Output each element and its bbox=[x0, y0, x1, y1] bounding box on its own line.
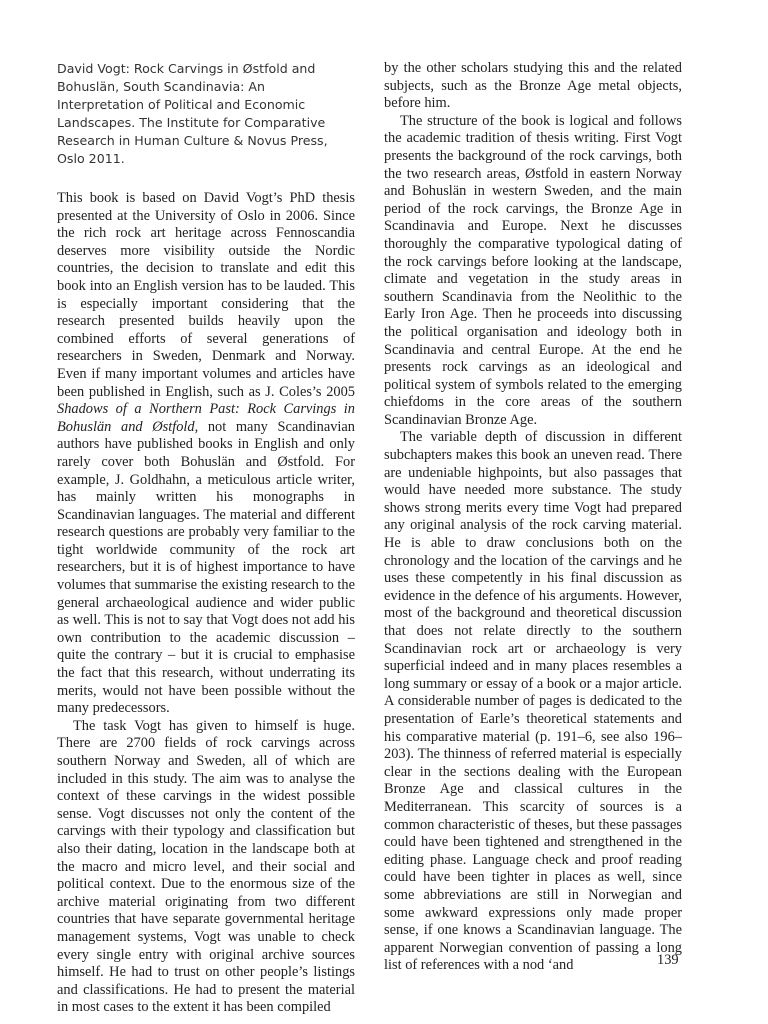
book-title: Shadows of a Northern Past: Rock Carvings in Bohuslän and Østfold bbox=[57, 401, 355, 435]
paragraph: The variable depth of discussion in different subchapters makes this book an uneven read. There are undeniable highpoints, but also passages that would have needed more substance. The study shows strong merits every time Vogt had prepared any original analysis of the rock carving material. He is able to draw conclusions both on the chronology and the location of the carvings and he uses these competently in his final discussion as evidence in the defence of his arguments. However, most of the background and theoretical discussion that does not relate directly to the southern Scandinavian rock art or archaeology is very superficial indeed and in many places resembles a long summary or essay of a book or a major article. A considerable number of pages is dedicated to the presentation of Earle’s theoretical statements and his comparative material (p. 191–6, see also 196–203). The thinness of referred material is especially clear in the sections dealing with the European Bronze Age and classical cultures in the Mediterranean. This scarcity of sources is a common characteristic of theses, but these passages could have been tightened and strengthened in the editing phase. Language check and proof reading could have been tighter in places as well, since some abbreviations are still in Norwegian and some awkward expressions only made proper sense, if one knows a Scandinavian language. The apparent Norwegian convention of passing a long list of references with a nod ‘and bbox=[384, 429, 682, 974]
paragraph-text: , not many Scandinavian authors have published books in English and only rarely cover both Bohuslän and Østfold. For example, J. Goldhahn, a meticulous article writer, has mainly written his monographs in Scandinavian languages. The material and different research questions are probably very familiar to the tight worldwide community of the rock art researchers, but it is of highest importance to have volumes that summarise the existing research to the general archaeological audience and wider public as well. This is not to say that Vogt does not add his own contribution to the academic discussion – quite the contrary – but it is crucial to emphasise the fact that this research, without underrating its merits, would not have been possible without the many predecessors. bbox=[57, 418, 355, 717]
left-body bbox=[57, 190, 355, 1017]
left-column bbox=[57, 60, 355, 1017]
paragraph-text: This book is based on David Vogt’s PhD thesis presented at the University of Oslo in 2006. Since the rich rock art heritage across Fennoscandia deserves more visibility outside the Nordic countries, the decision to translate and edit this book into an English version has to be lauded. This is especially important considering that the research presented builds heavily upon the combined efforts of several generations of researchers in Sweden, Denmark and Norway. Even if many important volumes and articles have been published in English, such as J. Coles’s 2005 bbox=[57, 190, 355, 400]
book-citation: David Vogt: Rock Carvings in Østfold and Bohuslän, South Scandinavia: An Interpretation of Political and Economic Landscapes. The Institute for Comparative Research in Human Culture & Novus Press, Oslo 2011. bbox=[57, 61, 328, 166]
paragraph: by the other scholars studying this and the related subjects, such as the Bronze Age metal objects, before him. bbox=[384, 60, 682, 112]
paragraph: The task Vogt has given to himself is huge. There are 2700 fields of rock carvings across southern Norway and Sweden, all of which are included in this study. The aim was to analyse the context of these carvings in the widest possible sense. Vogt discusses not only the content of the carvings with their typology and classification but also their dating, location in the landscape both at the macro and micro level, and their social and political context. Due to the enormous size of the archive material originating from two different countries that have separate governmental heritage management systems, Vogt was unable to check every single entry with original archive sources himself. He had to trust on other people’s listings and classifications. He had to present the material in most cases to the extent it has been compiled bbox=[57, 717, 355, 1016]
right-body bbox=[384, 60, 682, 975]
page-number: 139 bbox=[657, 952, 679, 968]
paragraph bbox=[57, 190, 355, 718]
right-column bbox=[384, 60, 682, 975]
paragraph: The structure of the book is logical and follows the academic tradition of thesis writing. First Vogt presents the background of the rock carvings, both the two research areas, Østfold in eastern Norway and Bohuslän in western Sweden, and the main period of the rock carvings, the Bronze Age in Scandinavia and Europe. Next he discusses thoroughly the comparative typological dating of the rock carvings before looking at the landscape, climate and vegetation in the study areas in southern Scandinavia from the Neolithic to the Early Iron Age. Then he proceeds into discussing the political organisation and ideology both in Scandinavia and central Europe. At the end he presents rock carvings as an ideological and political system of symbols related to the emerging chiefdoms in the core areas of the southern Scandinavian Bronze Age. bbox=[384, 112, 682, 428]
